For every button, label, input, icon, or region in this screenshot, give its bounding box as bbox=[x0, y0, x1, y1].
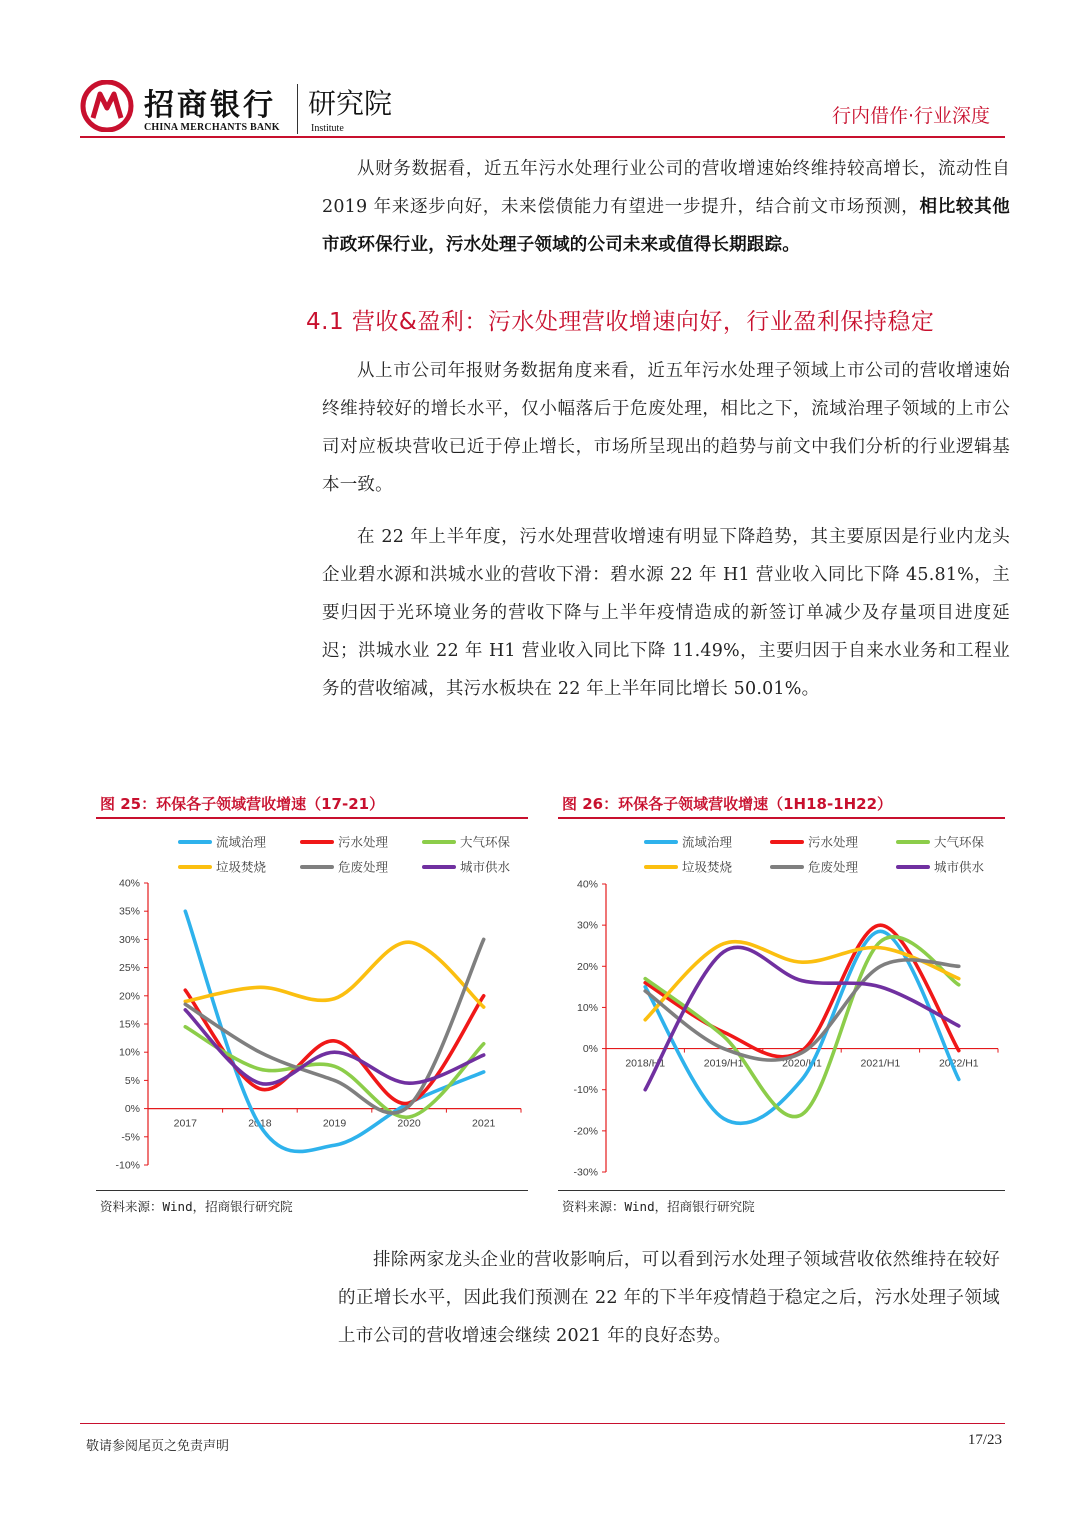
y-tick-label: 40% bbox=[576, 878, 598, 891]
y-tick-label: 5% bbox=[124, 1074, 140, 1087]
institute-name: 研究院 bbox=[308, 87, 393, 120]
x-tick-label: 2018/H1 bbox=[625, 1057, 666, 1070]
figure-26-chart bbox=[558, 822, 1005, 1190]
institute-english-name: Institute bbox=[311, 123, 344, 134]
intro-bold-text: 相比较其他市政环保行业，污水处理子领域的公司未来或值得长期跟踪。 bbox=[322, 197, 1010, 255]
figure-25-title: 图 25：环保各子领域营收增速（17-21） bbox=[100, 795, 385, 813]
section-paragraph-2: 在 22 年上半年度，污水处理营收增速有明显下降趋势，其主要原因是行业内龙头企业碧水源和洪城水业的营收下滑：碧水源 22 年 H1 营业收入同比下降 45.81%，主要归因于光环境业务的营收下降与上半年疫情造成的新签订单减少及存量项目进度延迟；洪城水业 22 年 H1 营业收入同比下降 11.49%，主要归因于自来水业务和工程业务的营收缩减，其污水板块在 22 年上半年同比增长 50.01%。 bbox=[322, 527, 1010, 699]
footer-divider bbox=[80, 1423, 1005, 1424]
figure-25-bottom-rule bbox=[96, 1190, 528, 1191]
y-tick-label: 10% bbox=[576, 1001, 598, 1014]
figure-26-source: 资料来源：Wind，招商银行研究院 bbox=[562, 1199, 755, 1214]
y-tick-label: 0% bbox=[582, 1043, 598, 1056]
logo-english-text: CHINA MERCHANTS BANK bbox=[144, 122, 280, 133]
y-tick-label: 10% bbox=[118, 1046, 140, 1059]
x-tick-label: 2018 bbox=[248, 1117, 272, 1130]
section-paragraph-1: 从上市公司年报财务数据角度来看，近五年污水处理子领域上市公司的营收增速始终维持较好的增长水平，仅小幅落后于危废处理，相比之下，流域治理子领域的上市公司对应板块营收已近于停止增长，市场所呈现出的趋势与前文中我们分析的行业逻辑基本一致。 bbox=[322, 361, 1010, 495]
y-tick-label: 30% bbox=[576, 919, 598, 932]
figure-26-bottom-rule bbox=[558, 1190, 1005, 1191]
x-tick-label: 2021/H1 bbox=[860, 1057, 901, 1070]
legend-label: 城市供水 bbox=[460, 860, 511, 875]
y-tick-label: 35% bbox=[118, 905, 140, 918]
legend-label: 垃圾焚烧 bbox=[682, 860, 733, 875]
page-number: 17/23 bbox=[967, 1432, 1002, 1448]
legend-label: 垃圾焚烧 bbox=[216, 860, 267, 875]
y-tick-label: 20% bbox=[118, 990, 140, 1003]
legend-label: 流域治理 bbox=[682, 835, 733, 850]
x-tick-label: 2019/H1 bbox=[703, 1057, 744, 1070]
intro-paragraph bbox=[322, 150, 1010, 264]
y-tick-label: -10% bbox=[115, 1159, 140, 1172]
logo-text: 招商银行 bbox=[144, 88, 276, 123]
series-line bbox=[185, 939, 483, 1113]
outro-paragraph: 排除两家龙头企业的营收影响后，可以看到污水处理子领域营收依然维持在较好的正增长水平，因此我们预测在 22 年的下半年疫情趋于稳定之后，污水处理子领域上市公司的营收增速会继续 2021 年的良好态势。 bbox=[338, 1250, 1000, 1346]
legend-label: 危废处理 bbox=[338, 860, 389, 875]
x-tick-label: 2019 bbox=[322, 1117, 347, 1130]
y-tick-label: 15% bbox=[118, 1018, 140, 1031]
x-tick-label: 2020/H1 bbox=[782, 1057, 822, 1070]
y-tick-label: 30% bbox=[118, 933, 140, 946]
series-line bbox=[185, 990, 483, 1103]
x-tick-label: 2017 bbox=[173, 1117, 197, 1130]
y-tick-label: 0% bbox=[124, 1103, 140, 1116]
figure-25-title-rule bbox=[96, 817, 528, 819]
y-tick-label: 20% bbox=[576, 960, 598, 973]
legend-label: 危废处理 bbox=[808, 860, 859, 875]
legend-label: 污水处理 bbox=[808, 835, 859, 850]
x-tick-label: 2020 bbox=[397, 1117, 421, 1130]
figure-25-chart bbox=[96, 822, 528, 1190]
legend-label: 城市供水 bbox=[934, 860, 985, 875]
x-tick-label: 2021 bbox=[472, 1117, 496, 1130]
logo-divider bbox=[297, 84, 298, 134]
figure-26-title-rule bbox=[558, 817, 1005, 819]
figure-26-title: 图 26：环保各子领域营收增速（1H18-1H22） bbox=[562, 795, 893, 813]
y-tick-label: 40% bbox=[118, 877, 140, 890]
series-line bbox=[185, 911, 483, 1151]
footer-disclaimer: 敬请参阅尾页之免责声明 bbox=[86, 1439, 230, 1454]
y-tick-label: -10% bbox=[573, 1084, 598, 1097]
x-tick-label: 2022/H1 bbox=[938, 1057, 979, 1070]
intro-text: 从财务数据看，近五年污水处理行业公司的营收增速始终维持较高增长，流动性自 2019 年来逐步向好，未来偿债能力有望进一步提升，结合前文市场预测， bbox=[322, 159, 1010, 217]
y-tick-label: -5% bbox=[121, 1131, 140, 1144]
legend-label: 大气环保 bbox=[934, 835, 985, 850]
report-category: 行内借作·行业深度 bbox=[831, 105, 990, 127]
header-divider bbox=[80, 136, 1005, 138]
series-line bbox=[185, 942, 483, 1007]
legend-label: 流域治理 bbox=[216, 835, 267, 850]
section-title: 4.1 营收&盈利：污水处理营收增速向好，行业盈利保持稳定 bbox=[306, 309, 935, 335]
legend-label: 大气环保 bbox=[460, 835, 511, 850]
y-tick-label: 25% bbox=[118, 962, 140, 975]
legend-label: 污水处理 bbox=[338, 835, 389, 850]
figure-25-source: 资料来源：Wind，招商银行研究院 bbox=[100, 1199, 293, 1214]
cmb-logo-icon bbox=[80, 80, 134, 132]
y-tick-label: -20% bbox=[573, 1125, 598, 1138]
y-tick-label: -30% bbox=[573, 1166, 598, 1179]
